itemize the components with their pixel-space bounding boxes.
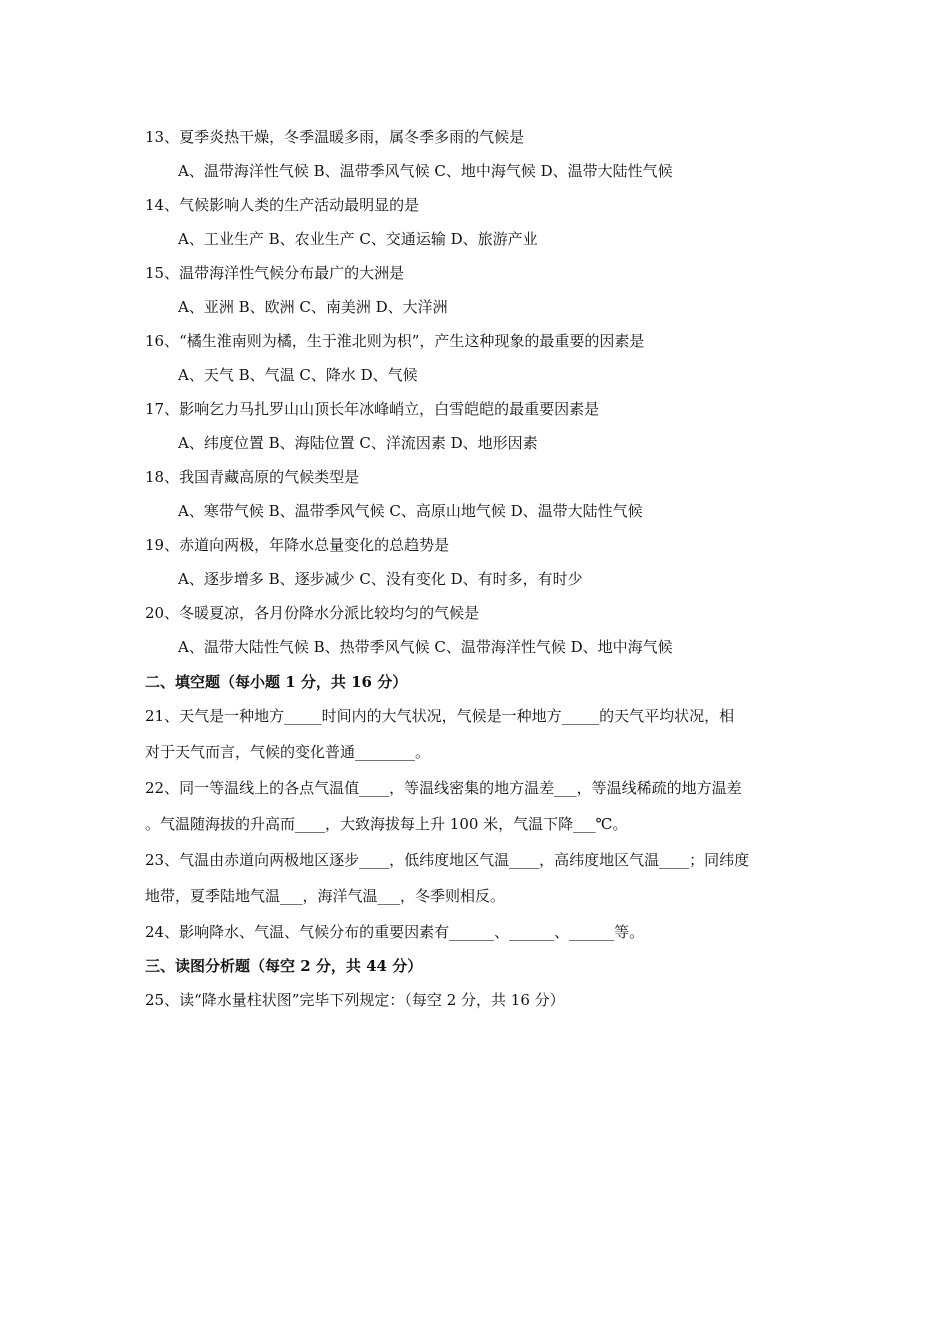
fill-line-22a: 22、同一等温线上的各点气温值____，等温线密集的地方温差___，等温线稀疏的地方温差 [145, 779, 742, 797]
question-15: 15、温带海洋性气候分布最广的大洲是 [145, 264, 405, 282]
question-20-options: A、温带大陆性气候 B、热带季风气候 C、温带海洋性气候 D、地中海气候 [178, 638, 673, 656]
question-18-options: A、寒带气候 B、温带季风气候 C、高原山地气候 D、温带大陆性气候 [178, 502, 643, 520]
fill-line-23b: 地带，夏季陆地气温___，海洋气温___，冬季则相反。 [145, 887, 506, 905]
question-25: 25、读“降水量柱状图”完毕下列规定：（每空 2 分，共 16 分） [145, 991, 565, 1009]
fill-line-24: 24、影响降水、气温、气候分布的重要因素有______、______、______等。 [145, 923, 645, 941]
question-20: 20、冬暖夏凉，各月份降水分派比较均匀的气候是 [145, 604, 480, 622]
question-19: 19、赤道向两极，年降水总量变化的总趋势是 [145, 536, 450, 554]
question-13-options: A、温带海洋性气候 B、温带季风气候 C、地中海气候 D、温带大陆性气候 [178, 162, 673, 180]
question-13: 13、夏季炎热干燥，冬季温暖多雨，属冬季多雨的气候是 [145, 128, 525, 146]
fill-line-21b: 对于天气而言，气候的变化普通________。 [145, 743, 431, 761]
fill-line-23a: 23、气温由赤道向两极地区逐步____，低纬度地区气温____，高纬度地区气温____；同纬度 [145, 851, 750, 869]
fill-line-21a: 21、天气是一种地方_____时间内的大气状况，气候是一种地方_____的天气平均状况，相 [145, 707, 735, 725]
section-2-heading: 二、填空题（每小题 1 分，共 16 分） [145, 673, 408, 691]
question-16: 16、“橘生淮南则为橘，生于淮北则为枳”，产生这种现象的最重要的因素是 [145, 332, 645, 350]
question-16-options: A、天气 B、气温 C、降水 D、气候 [178, 366, 418, 384]
question-17: 17、影响乞力马扎罗山山顶长年冰峰峭立，白雪皑皑的最重要因素是 [145, 400, 600, 418]
question-15-options: A、亚洲 B、欧洲 C、南美洲 D、大洋洲 [178, 298, 448, 316]
question-18: 18、我国青藏高原的气候类型是 [145, 468, 360, 486]
section-3-heading: 三、读图分析题（每空 2 分，共 44 分） [145, 957, 423, 975]
question-19-options: A、逐步增多 B、逐步减少 C、没有变化 D、有时多，有时少 [178, 570, 583, 588]
question-14: 14、气候影响人类的生产活动最明显的是 [145, 196, 420, 214]
question-14-options: A、工业生产 B、农业生产 C、交通运输 D、旅游产业 [178, 230, 538, 248]
question-17-options: A、纬度位置 B、海陆位置 C、洋流因素 D、地形因素 [178, 434, 538, 452]
fill-line-22b: 。气温随海拔的升高而____，大致海拔每上升 100 米，气温下降___℃。 [145, 815, 628, 833]
